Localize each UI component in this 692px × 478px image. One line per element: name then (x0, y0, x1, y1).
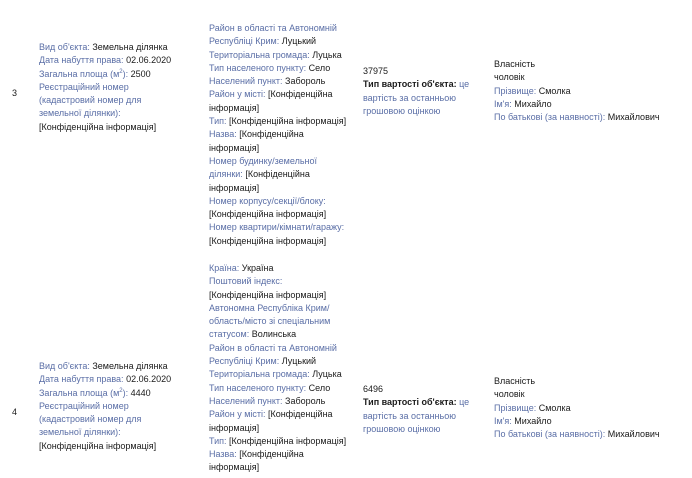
reg-number-label: Реєстраційний номер (39, 81, 129, 92)
address-value: інформація] (209, 142, 260, 153)
address-line (209, 342, 354, 355)
address-label: Поштовий індекс: (209, 276, 283, 287)
cost-type-value: це (459, 397, 470, 408)
area-value: 4440 (130, 387, 151, 398)
surname-value: Смолка (538, 402, 571, 413)
cost-type-value: це (459, 79, 470, 90)
address-line (209, 355, 354, 368)
reg-number-value: [Конфіденційна інформація] (39, 121, 157, 132)
address-line (209, 262, 354, 275)
address-value: [Конфіденційна (245, 169, 310, 180)
address-value: Луцька (312, 369, 342, 380)
patronymic-label: По батькові (за наявності): (494, 112, 606, 123)
cost-type-value: вартість за останньою (363, 410, 456, 421)
table-row (0, 253, 692, 478)
address-line (209, 142, 354, 155)
address-value: [Конфіденційна (239, 129, 304, 140)
address-label: Номер будинку/земельної (209, 155, 317, 166)
cost-type-value: вартість за останньою (363, 92, 456, 103)
row-number: 4 (12, 407, 18, 417)
patronymic-value: Михайлович (607, 429, 660, 440)
address-line (209, 328, 354, 341)
row-number: 3 (12, 88, 18, 98)
address-label: Тип: (209, 435, 227, 446)
address-line (209, 221, 354, 234)
address-label: Район у місті: (209, 409, 266, 420)
address-line (209, 168, 354, 181)
address-line (209, 368, 354, 381)
cost-type-value: грошовою оцінкою (363, 105, 441, 116)
area-label: Загальна площа $(м^2)$: (39, 387, 129, 398)
address-line (209, 422, 354, 435)
address-label: ділянки: (209, 169, 243, 180)
name-label: Ім'я: (494, 415, 512, 426)
address-label: Населений пункт: (209, 76, 283, 87)
cost-amount: 6496 (363, 384, 384, 394)
address-line (209, 435, 354, 448)
address-label: Тип населеного пункту: (209, 62, 307, 73)
owner-relation: чоловік (494, 72, 525, 83)
cost-amount: 37975 (363, 66, 389, 76)
address-line (209, 461, 354, 474)
address-line (209, 448, 354, 461)
address-value: інформація] (209, 182, 260, 193)
reg-number-label: (кадастровий номер для (39, 95, 142, 106)
address-label: Республіці Крим: (209, 356, 280, 367)
address-label: Населений пункт: (209, 395, 283, 406)
address-line (209, 35, 354, 48)
address-line (209, 102, 354, 115)
address-line (209, 88, 354, 101)
cost-cell (363, 65, 481, 118)
address-line (209, 208, 354, 221)
address-line (209, 182, 354, 195)
address-line (209, 49, 354, 62)
address-line (209, 275, 354, 288)
address-label: Номер квартири/кімнати/гаражу: (209, 222, 345, 233)
name-value: Михайло (514, 415, 552, 426)
address-line (209, 22, 354, 35)
address-line (209, 62, 354, 75)
reg-number-label: (кадастровий номер для (39, 414, 142, 425)
address-value: [Конфіденційна інформація] (209, 289, 327, 300)
object-cell (39, 360, 199, 453)
surname-label: Прізвище: (494, 402, 537, 413)
owner-cell (494, 58, 689, 124)
object-type-value: Земельна ділянка (92, 42, 168, 52)
acquisition-date-label: Дата набуття права: (39, 55, 124, 66)
address-value: інформація] (209, 422, 260, 433)
address-line (209, 289, 354, 302)
address-value: Луцька (312, 49, 342, 60)
cost-cell (363, 383, 481, 436)
object-type-label: Вид об'єкта: (39, 42, 90, 52)
surname-value: Смолка (538, 85, 571, 96)
address-value: інформація] (209, 102, 260, 113)
address-value: [Конфіденційна (268, 409, 333, 420)
ownership-type: Власність (494, 376, 536, 386)
area-label: Загальна площа $(м^2)$: (39, 68, 129, 79)
reg-number-value: [Конфіденційна інформація] (39, 440, 157, 451)
address-line (209, 155, 354, 168)
address-line (209, 408, 354, 421)
address-value: [Конфіденційна інформація] (229, 435, 347, 446)
address-value: [Конфіденційна інформація] (209, 235, 327, 246)
reg-number-label: Реєстраційний номер (39, 400, 129, 411)
name-label: Ім'я: (494, 98, 512, 109)
address-value: Забороль (285, 395, 326, 406)
address-label: Район у місті: (209, 89, 266, 100)
patronymic-label: По батькові (за наявності): (494, 429, 606, 440)
surname-label: Прізвище: (494, 85, 537, 96)
address-label: область/місто зі спеціальним (209, 316, 331, 327)
address-line (209, 195, 354, 208)
address-cell (209, 262, 354, 475)
cost-type-label: Тип вартості об'єкта: (363, 397, 457, 408)
address-label: Назва: (209, 129, 237, 140)
reg-number-label: земельної ділянки): (39, 108, 121, 119)
address-label: Автономна Республіка Крим/ (209, 302, 330, 313)
cost-type-value: грошовою оцінкою (363, 423, 441, 434)
address-line (209, 315, 354, 328)
cost-type-label: Тип вартості об'єкта: (363, 79, 457, 90)
address-value: Село (308, 382, 331, 393)
address-line (209, 302, 354, 315)
address-line (209, 75, 354, 88)
object-type-value: Земельна ділянка (92, 361, 168, 371)
address-label: Республіці Крим: (209, 36, 280, 47)
acquisition-date-label: Дата набуття права: (39, 374, 124, 385)
address-label: статусом: (209, 329, 250, 340)
address-value: Луцький (281, 356, 317, 367)
address-label: Тип населеного пункту: (209, 382, 307, 393)
acquisition-date-value: 02.06.2020 (126, 55, 172, 66)
address-value: [Конфіденційна інформація] (229, 116, 347, 127)
address-line (209, 395, 354, 408)
address-value: [Конфіденційна інформація] (209, 209, 327, 220)
address-line (209, 128, 354, 141)
owner-cell (494, 375, 689, 441)
address-cell (209, 22, 354, 248)
address-value: Село (308, 62, 331, 73)
address-value: [Конфіденційна (268, 89, 333, 100)
ownership-type: Власність (494, 59, 536, 69)
address-value: Забороль (285, 76, 326, 87)
object-type-label: Вид об'єкта: (39, 361, 90, 371)
reg-number-label: земельної ділянки): (39, 427, 121, 438)
address-label: Територіальна громада: (209, 369, 310, 380)
address-label: Номер корпусу/секції/блоку: (209, 195, 326, 206)
patronymic-value: Михайлович (607, 112, 660, 123)
address-value: Україна (241, 263, 274, 273)
address-label: Територіальна громада: (209, 49, 310, 60)
acquisition-date-value: 02.06.2020 (126, 374, 172, 385)
owner-relation: чоловік (494, 389, 525, 400)
address-label: Район в області та Автономній (209, 23, 337, 33)
address-line (209, 382, 354, 395)
address-label: Тип: (209, 116, 227, 127)
address-value: Луцький (281, 36, 317, 47)
address-value: інформація] (209, 462, 260, 473)
address-value: Волинська (251, 329, 297, 340)
name-value: Михайло (514, 98, 552, 109)
address-label: Країна: (209, 263, 240, 273)
address-label: Назва: (209, 449, 237, 460)
address-value: [Конфіденційна (239, 449, 304, 460)
object-cell (39, 41, 199, 134)
area-value: 2500 (130, 68, 151, 79)
address-label: Район в області та Автономній (209, 342, 337, 353)
address-line (209, 235, 354, 248)
address-line (209, 115, 354, 128)
